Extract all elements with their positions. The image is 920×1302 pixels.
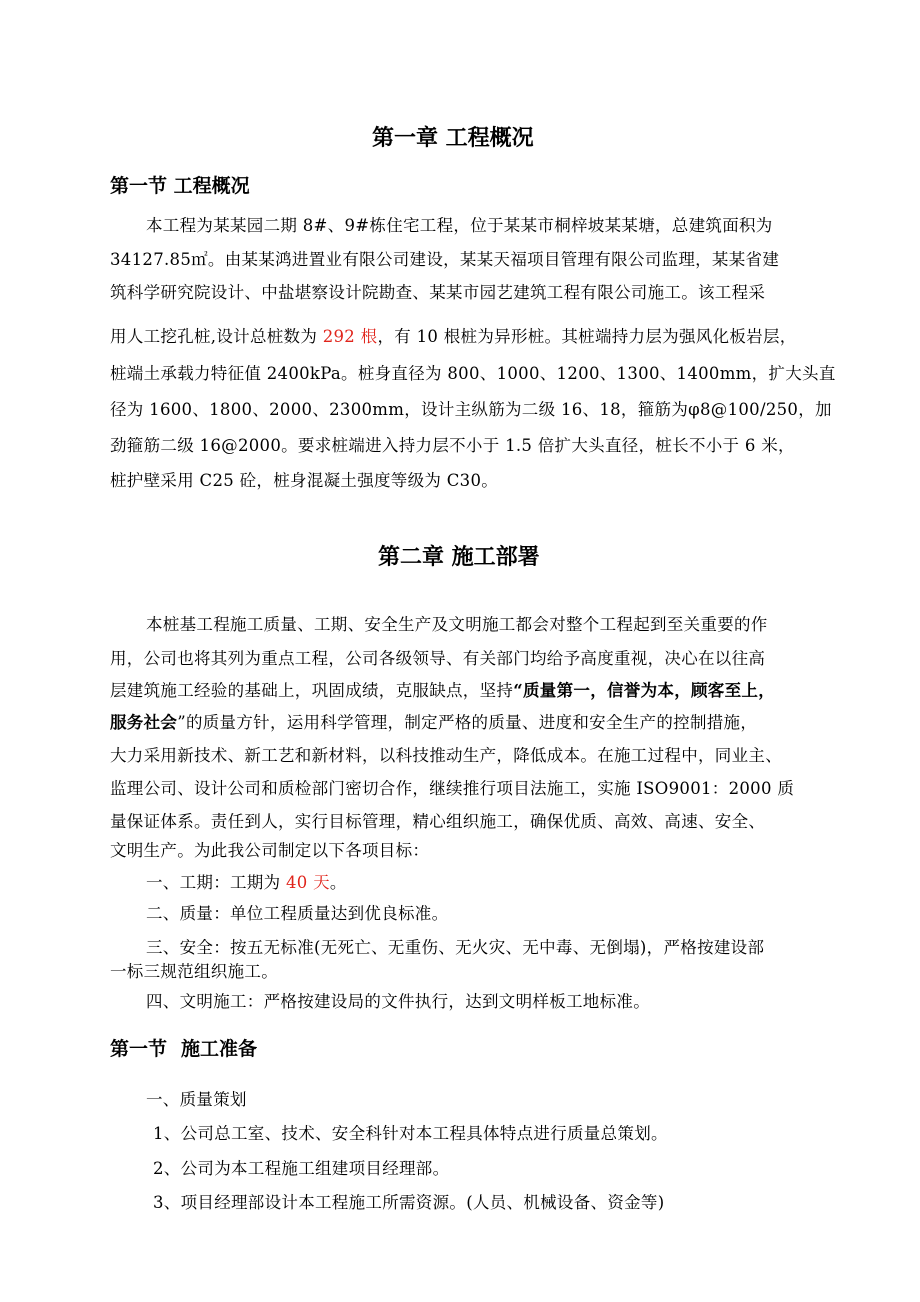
overview-line-1: 本工程为某某园二期 8#、9#栋住宅工程，位于某某市桐梓坡某某塘，总建筑面积为 bbox=[146, 216, 773, 235]
quality-motto-part-2: 服务社会 bbox=[110, 713, 178, 732]
goal-schedule bbox=[146, 869, 347, 893]
goal-safety-line-2: 一标三规范组织施工。 bbox=[110, 962, 278, 981]
overview-line-4 bbox=[110, 323, 797, 347]
section-1-title: 第一节 工程概况 bbox=[110, 175, 250, 197]
prep-item-3: 3、项目经理部设计本工程施工所需资源。(人员、机械设备、资金等) bbox=[153, 1193, 665, 1212]
deployment-line-6: 监理公司、设计公司和质检部门密切合作，继续推行项目法施工，实施 ISO9001：2000 质 bbox=[110, 779, 795, 798]
goal-safety-line-1: 三、安全：按五无标准(无死亡、无重伤、无火灾、无中毒、无倒塌)，严格按建设部 bbox=[146, 938, 765, 957]
deployment-line-5: 大力采用新技术、新工艺和新材料，以科技推动生产，降低成本。在施工过程中，同业主、 bbox=[110, 746, 782, 765]
deployment-line-1: 本桩基工程施工质量、工期、安全生产及文明施工都会对整个工程起到至关重要的作 bbox=[146, 615, 768, 634]
chapter-1-title: 第一章 工程概况 bbox=[372, 126, 534, 151]
overview-line-6: 径为 1600、1800、2000、2300mm，设计主纵筋为二级 16、18，箍筋为φ8@100/250，加 bbox=[110, 400, 832, 419]
overview-line-3: 筑科学研究院设计、中盐堪察设计院勘查、某某市园艺建筑工程有限公司施工。该工程采 bbox=[110, 283, 766, 302]
quality-motto-part-1: “质量第一，信誉为本，顾客至上， bbox=[513, 681, 775, 700]
goal-quality: 二、质量：单位工程质量达到优良标准。 bbox=[146, 904, 449, 923]
pile-text-before: 用人工挖孔桩,设计总桩数为 bbox=[110, 327, 323, 346]
deployment-line-2: 用，公司也将其列为重点工程，公司各级领导、有关部门均给予高度重视，决心在以往高 bbox=[110, 649, 766, 668]
overview-line-5: 桩端土承载力特征值 2400kPa。桩身直径为 800、1000、1200、1300、1400mm，扩大头直 bbox=[110, 364, 836, 383]
pile-text-after: ，有 10 根桩为异形桩。其桩端持力层为强风化板岩层， bbox=[377, 327, 797, 346]
overview-line-8: 桩护壁采用 C25 砼，桩身混凝土强度等级为 C30。 bbox=[110, 471, 499, 490]
prep-item-2: 2、公司为本工程施工组建项目经理部。 bbox=[153, 1159, 450, 1178]
deployment-line-4 bbox=[110, 709, 757, 733]
section-2-label: 第一节 bbox=[110, 1038, 168, 1060]
overview-line-7: 劲箍筋二级 16@2000。要求桩端进入持力层不小于 1.5 倍扩大头直径，桩长不小于 6 米， bbox=[110, 436, 795, 455]
deployment-line-4-text: ”的质量方针，运用科学管理，制定严格的质量、进度和安全生产的控制措施， bbox=[177, 713, 758, 732]
deployment-line-3-text: 层建筑施工经验的基础上，巩固成绩，克服缺点，坚持 bbox=[110, 681, 514, 700]
deployment-line-7: 量保证体系。责任到人，实行目标管理，精心组织施工，确保优质、高效、高速、安全、 bbox=[110, 812, 766, 831]
prep-item-1: 1、公司总工室、技术、安全科针对本工程具体特点进行质量总策划。 bbox=[153, 1124, 668, 1143]
goal-civilized: 四、文明施工：严格按建设局的文件执行，达到文明样板工地标准。 bbox=[146, 992, 650, 1011]
pile-count: 292 根 bbox=[322, 327, 378, 346]
section-2-title bbox=[110, 1034, 257, 1061]
deployment-line-3 bbox=[110, 677, 775, 701]
section-2-name: 施工准备 bbox=[181, 1038, 258, 1060]
overview-line-2: 34127.85㎡。由某某鸿进置业有限公司建设，某某天福项目管理有限公司监理，某某省建 bbox=[110, 250, 780, 269]
goal-schedule-end: 。 bbox=[329, 873, 347, 892]
goal-schedule-label: 一、工期：工期为 bbox=[146, 873, 286, 892]
goal-schedule-value: 40 天 bbox=[285, 873, 330, 892]
deployment-line-8: 文明生产。为此我公司制定以下各项目标： bbox=[110, 841, 430, 860]
prep-heading: 一、质量策划 bbox=[146, 1090, 247, 1109]
chapter-2-title: 第二章 施工部署 bbox=[378, 545, 540, 570]
